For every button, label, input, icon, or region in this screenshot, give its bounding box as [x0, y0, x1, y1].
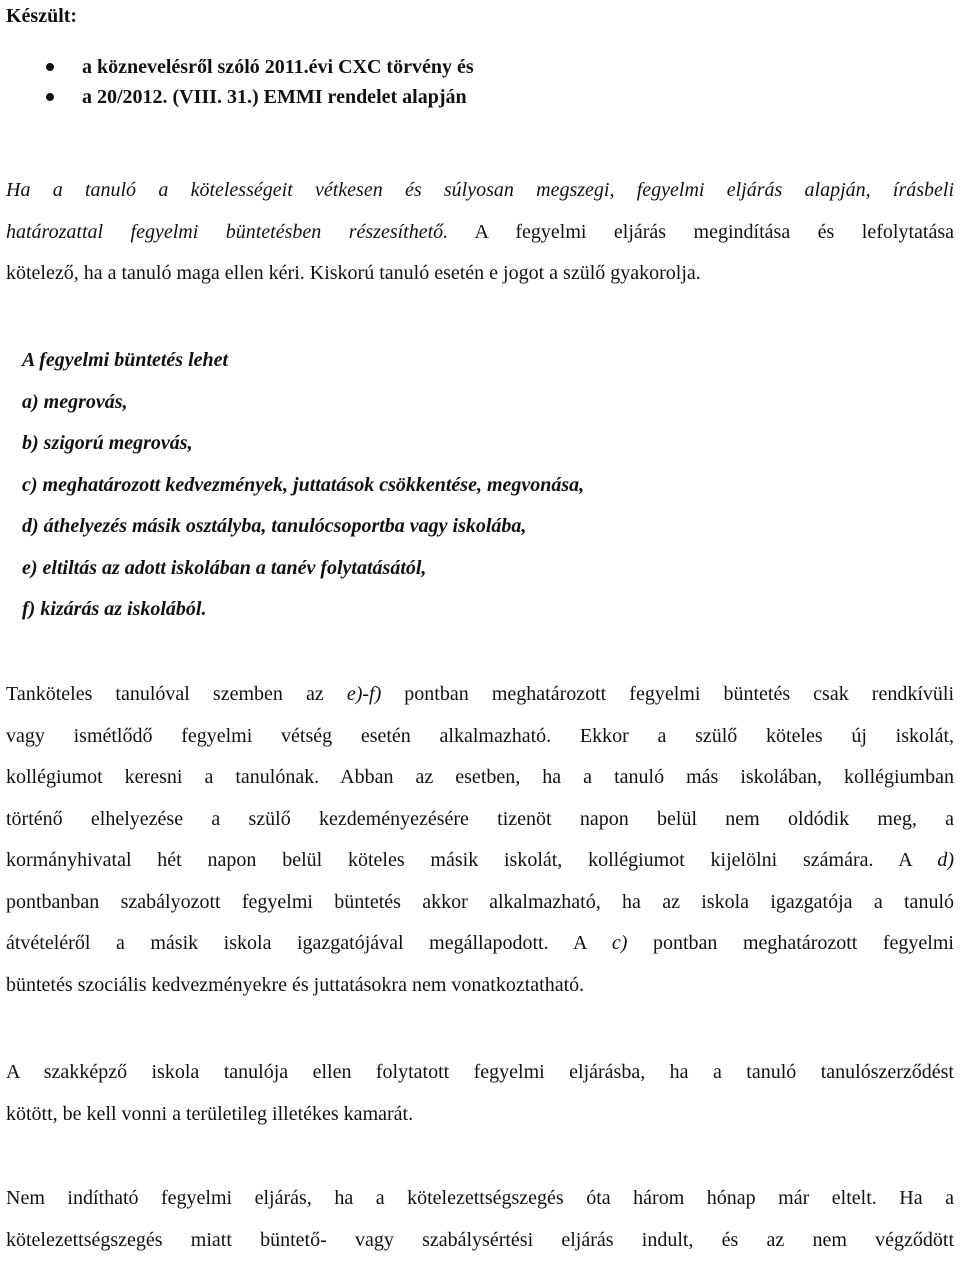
paragraph-italic-text: c) [612, 932, 628, 954]
paragraph-italic-text: d) [937, 849, 954, 871]
paragraph-line: Ha a tanuló a kötelességeit vétkesen és súlyosan megszegi, fegyelmi eljárás alapján, írásbeli [6, 170, 954, 212]
penalty-item: c) meghatározott kedvezmények, juttatások csökkentése, megvonása, [22, 465, 584, 507]
list-item [0, 82, 474, 112]
paragraph-compulsory [6, 674, 954, 1006]
list-item-text: a köznevelésről szóló 2011.évi CXC törvény és [82, 56, 474, 78]
penalty-item: b) szigorú megrovás, [22, 423, 584, 465]
source-list [0, 52, 474, 112]
paragraph-text: pontban meghatározott fegyelmi [627, 932, 954, 954]
paragraph-line: Nem indítható fegyelmi eljárás, ha a kötelezettségszegés óta három hónap már eltelt. Ha a [6, 1178, 954, 1220]
list-item-text: a 20/2012. (VIII. 31.) EMMI rendelet alapján [82, 86, 467, 108]
paragraph-line [6, 840, 954, 882]
paragraph-italic-text: határozattal fegyelmi büntetésben részesíthető. [6, 221, 448, 243]
paragraph-line: történő elhelyezése a szülő kezdeményezésére tizenöt napon belül nem oldódik meg, a [6, 799, 954, 841]
paragraph-time-limit [6, 1178, 954, 1261]
paragraph-line: kötelező, ha a tanuló maga ellen kéri. Kiskorú tanuló esetén e jogot a szülő gyakorolja. [6, 253, 954, 295]
paragraph-line [6, 923, 954, 965]
paragraph-text: Tanköteles tanulóval szemben az [6, 683, 347, 705]
paragraph-line: büntetés szociális kedvezményekre és juttatásokra nem vonatkoztatható. [6, 965, 954, 1007]
paragraph-line: kötött, be kell vonni a területileg illetékes kamarát. [6, 1094, 954, 1136]
paragraph-text: pontban meghatározott fegyelmi büntetés csak rendkívüli [381, 683, 954, 705]
penalty-item: e) eltiltás az adott iskolában a tanév folytatásától, [22, 548, 584, 590]
bullet-icon [46, 63, 54, 71]
paragraph-text: kormányhivatal hét napon belül köteles másik iskolát, kollégiumot kijelölni számára. A [6, 849, 937, 871]
paragraph-text: A fegyelmi eljárás megindítása és lefolytatása [448, 221, 954, 243]
paragraph-italic-text: e)-f) [347, 683, 381, 705]
penalty-list [22, 340, 584, 631]
paragraph-intro [6, 170, 954, 295]
paragraph-line: kollégiumot keresni a tanulónak. Abban az esetben, ha a tanuló más iskolában, kollégiumban [6, 757, 954, 799]
paragraph-line: vagy ismétlődő fegyelmi vétség esetén alkalmazható. Ekkor a szülő köteles új iskolát, [6, 716, 954, 758]
heading: Készült: [6, 2, 77, 30]
paragraph-line [6, 212, 954, 254]
paragraph-vocational [6, 1052, 954, 1135]
paragraph-line: pontbanban szabályozott fegyelmi büntetés akkor alkalmazható, ha az iskola igazgatója a tanuló [6, 882, 954, 924]
penalty-list-title: A fegyelmi büntetés lehet [22, 340, 584, 382]
penalty-item: a) megrovás, [22, 382, 584, 424]
paragraph-line: A szakképző iskola tanulója ellen folytatott fegyelmi eljárásba, ha a tanuló tanulószerződést [6, 1052, 954, 1094]
penalty-item: f) kizárás az iskolából. [22, 589, 584, 631]
list-item [0, 52, 474, 82]
paragraph-line: kötelezettségszegés miatt büntető- vagy szabálysértési eljárás indult, és az nem végződött [6, 1220, 954, 1261]
penalty-item: d) áthelyezés másik osztályba, tanulócsoportba vagy iskolába, [22, 506, 584, 548]
paragraph-text: átvételéről a másik iskola igazgatójával megállapodott. A [6, 932, 612, 954]
bullet-icon [46, 93, 54, 101]
paragraph-line [6, 674, 954, 716]
